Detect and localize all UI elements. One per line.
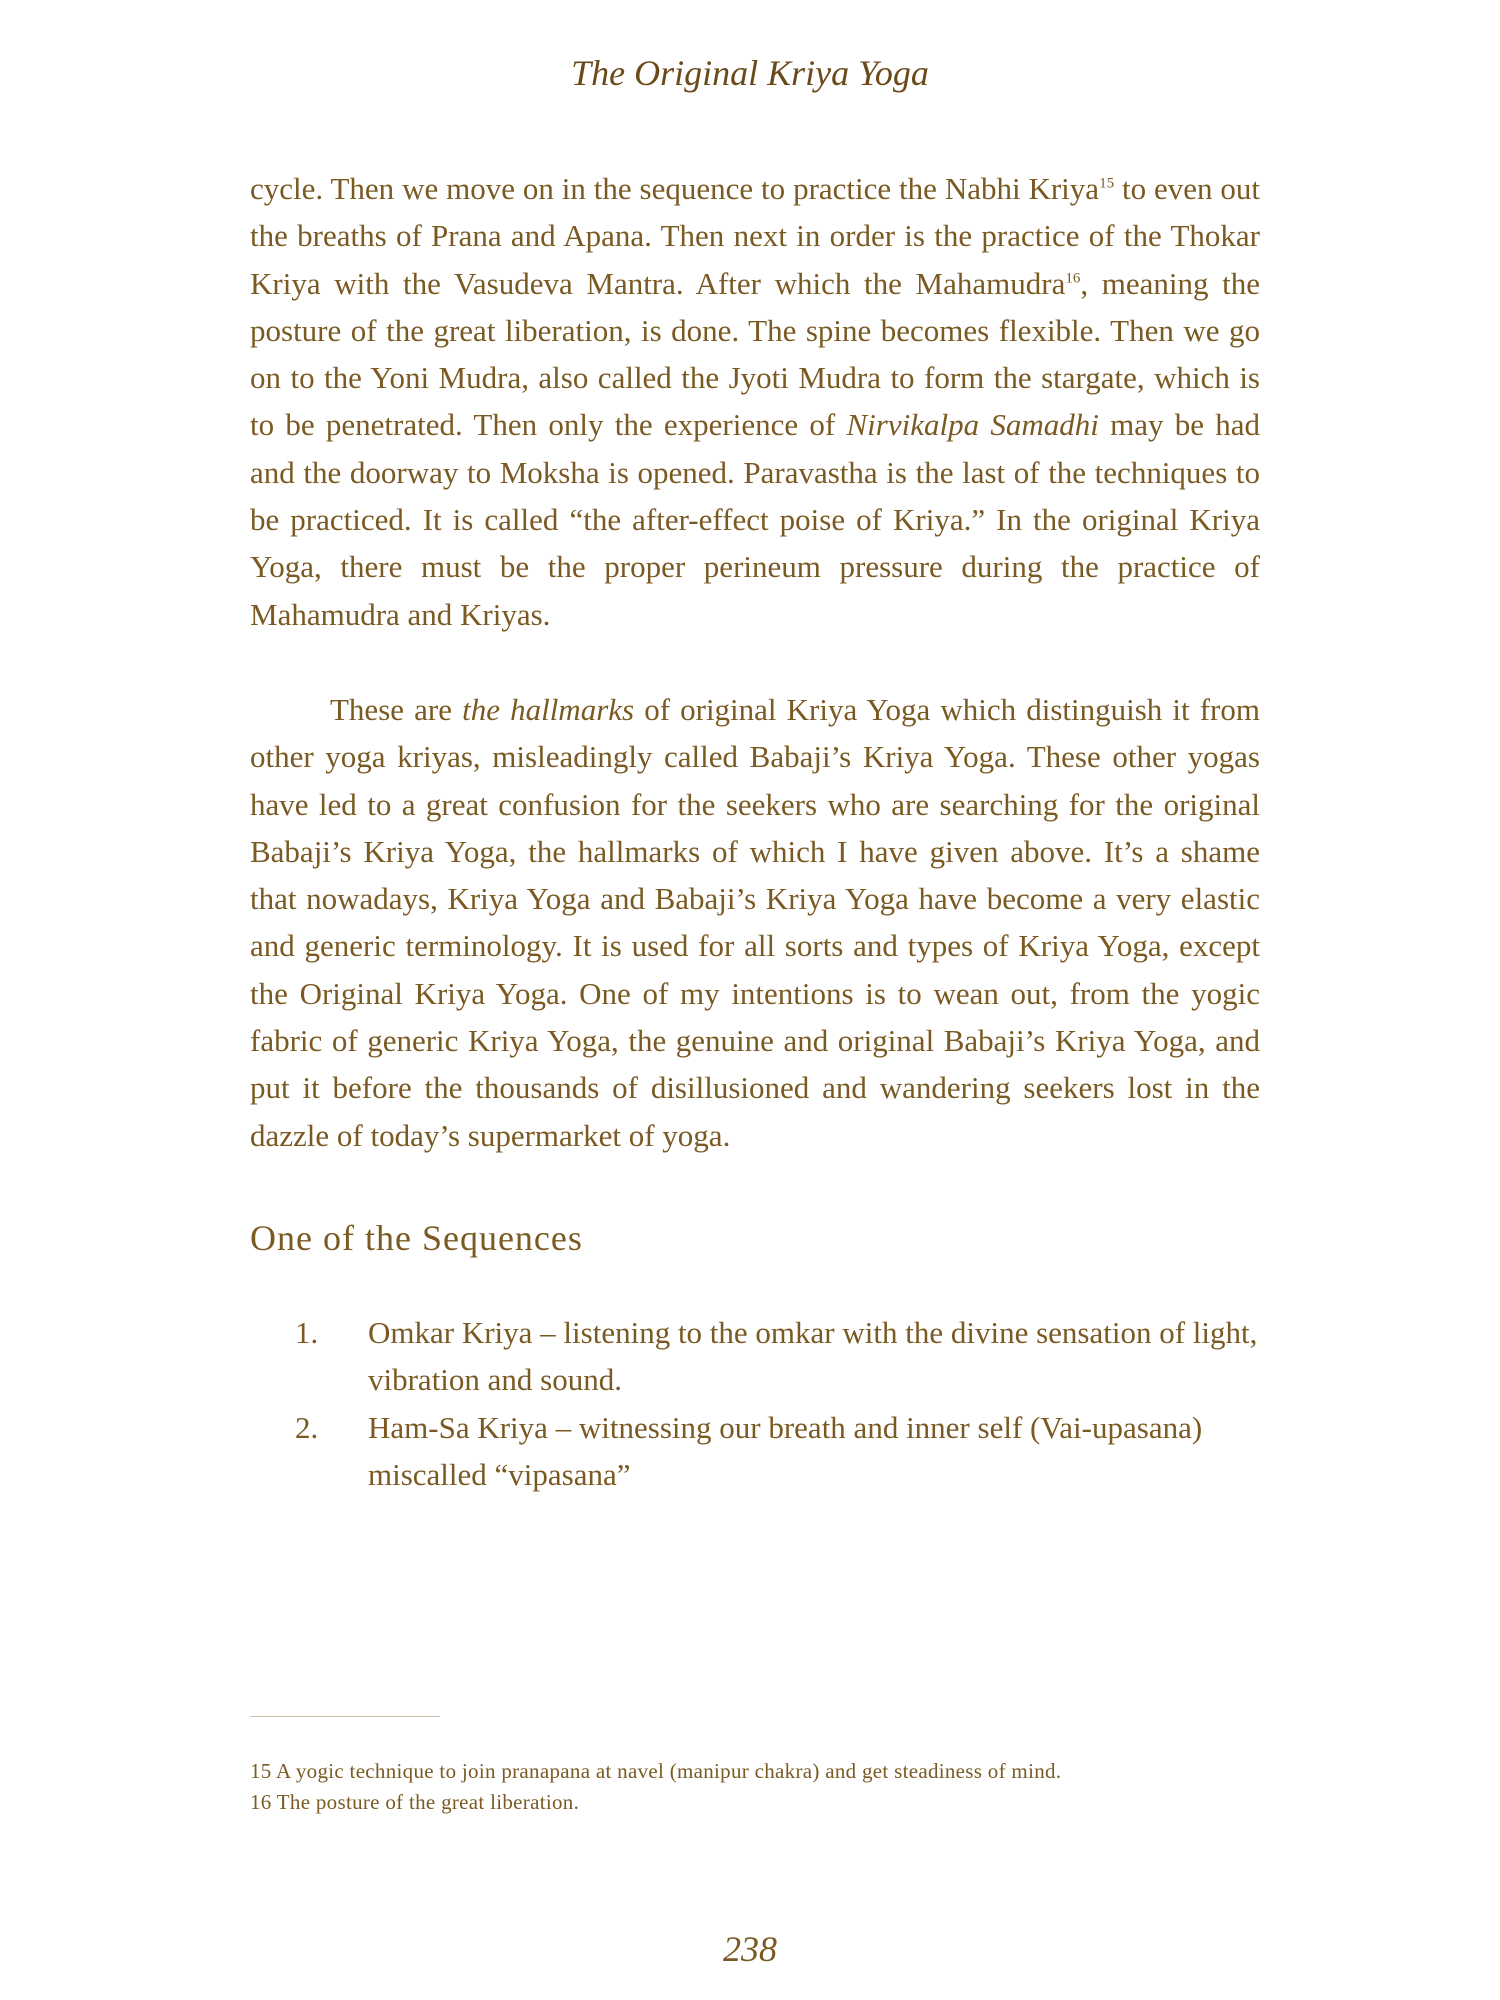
footnote-15: 15 A yogic technique to join pranapana at navel (manipur chakra) and get steadiness of mind.	[250, 1759, 1062, 1783]
paragraph-1-text-a: cycle. Then we move on in the sequence to practice the Nabhi Kriya	[250, 171, 1100, 206]
paragraph-2	[250, 686, 1260, 1159]
page-number: 238	[723, 1929, 777, 1969]
sequence-item-text: Ham-Sa Kriya – witnessing our breath and inner self (Vai-upasana) miscalled “vipasana”	[368, 1409, 1203, 1492]
running-head: The Original Kriya Yoga	[571, 53, 929, 93]
footnote-ref-16[interactable]: 16	[1065, 270, 1081, 287]
footnotes	[250, 1756, 1260, 1818]
footnote-divider	[250, 1716, 440, 1717]
sequence-item-number: 2.	[295, 1409, 319, 1445]
page-body	[250, 165, 1260, 1498]
paragraph-2-text-a: These are	[330, 691, 463, 727]
footnote-16: 16 The posture of the great liberation.	[250, 1790, 580, 1814]
paragraph-2-text-b: of original Kriya Yoga which distinguish it from other yoga kriyas, misleadingly called Babaji’s Kriya Yoga. These other yogas have led to a great confusion for the seekers who are searching for the original Babaji’s Kriya Yoga, the hallmarks of which I have given above. It’s a shame that nowadays, Kriya Yoga and Babaji’s Kriya Yoga have become a very elastic and generic terminology. It is used for all sorts and types of Kriya Yoga, except the Original Kriya Yoga. One of my intentions is to wean out, from the yogic fabric of generic Kriya Yoga, the genuine and original Babaji’s Kriya Yoga, and put it before the thousands of disillusioned and wandering seekers lost in the dazzle of today’s supermarket of yoga.	[250, 691, 1260, 1153]
sequence-item-text: Omkar Kriya – listening to the omkar with the divine sensation of light, vibration and sound.	[368, 1314, 1258, 1398]
paragraph-1	[250, 165, 1260, 638]
sequence-list	[250, 1309, 1260, 1498]
sequence-item	[250, 1404, 1260, 1499]
paragraph-1-emphasis: Nirvikalpa Samadhi	[846, 407, 1099, 443]
paragraph-1-text-d: may be had and the doorway to Moksha is opened. Paravastha is the last of the techniques to be practiced. It is called “the after-effect poise of Kriya.” In the original Kriya Yoga, there must be the proper perineum pressure during the practice of Mahamudra and Kriyas.	[250, 407, 1260, 632]
paragraph-1-text-b: to even out the breaths of Prana and Apana. Then next in order is the practice of the Thokar Kriya with the Vasudeva Mantra. After which the Mahamudra	[250, 171, 1260, 301]
section-heading: One of the Sequences	[250, 1217, 583, 1258]
paragraph-1-text-c: , meaning the posture of the great liberation, is done. The spine becomes flexible. Then we go on to the Yoni Mudra, also called the Jyoti Mudra to form the stargate, which is to be penetrated. Then only the experience of	[250, 265, 1260, 443]
footnote-ref-15[interactable]: 15	[1099, 175, 1115, 192]
paragraph-2-emphasis: the hallmarks	[462, 691, 635, 727]
sequence-item	[250, 1309, 1260, 1404]
sequence-item-number: 1.	[295, 1314, 319, 1350]
